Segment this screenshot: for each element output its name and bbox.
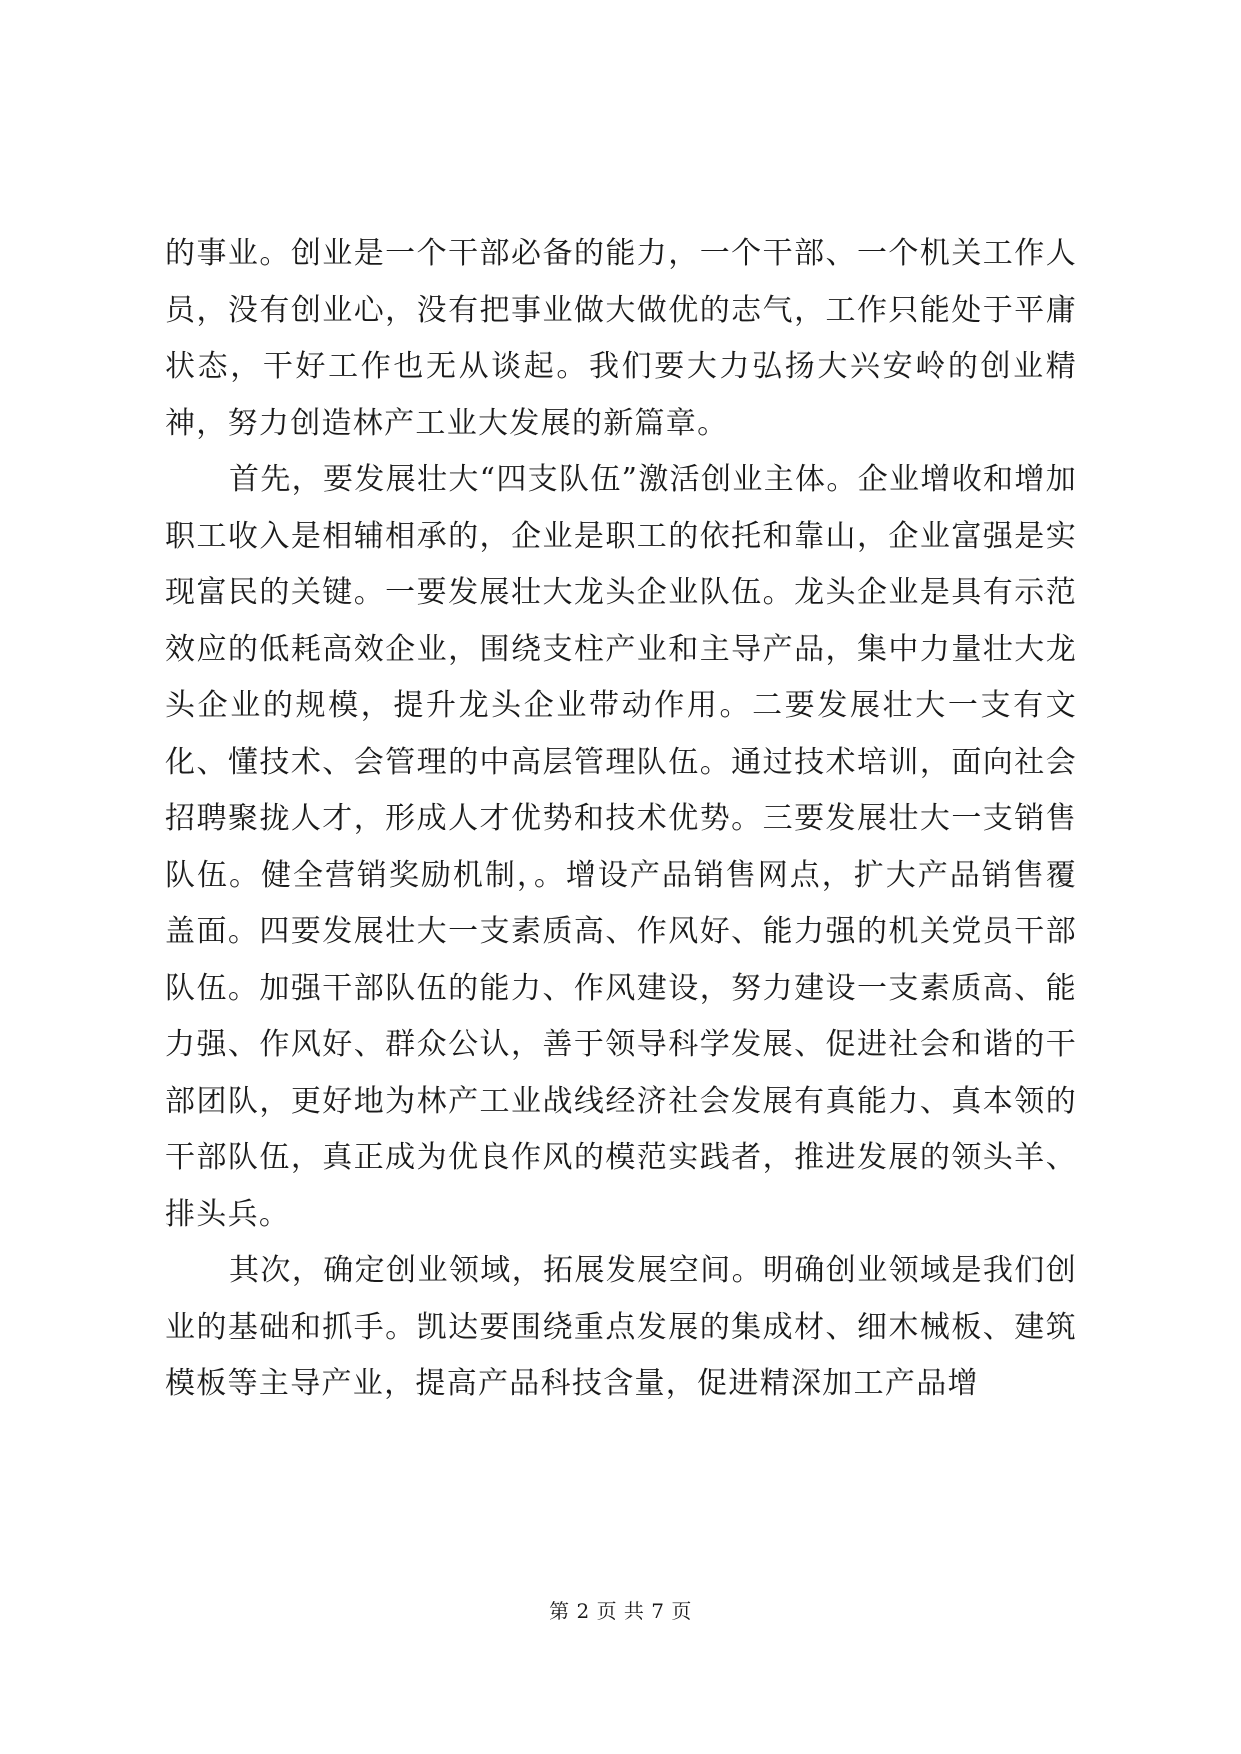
paragraph-first-point: 首先，要发展壮大“四支队伍”激活创业主体。企业增收和增加职工收入是相辅相承的，企业是职工的依托和靠山，企业富强是实现富民的关键。一要发展壮大龙头企业队伍。龙头企业是具有示范效应的低耗高效企业，围绕支柱产业和主导产品，集中力量壮大龙头企业的规模，提升龙头企业带动作用。二要发展壮大一支有文化、懂技术、会管理的中高层管理队伍。通过技术培训，面向社会招聘聚拢人才，形成人才优势和技术优势。三要发展壮大一支销售队伍。健全营销奖励机制，。增设产品销售网点，扩大产品销售覆盖面。四要发展壮大一支素质高、作风好、能力强的机关党员干部队伍。加强干部队伍的能力、作风建设，努力建设一支素质高、能力强、作风好、群众公认，善于领导科学发展、促进社会和谐的干部团队，更好地为林产工业战线经济社会发展有真能力、真本领的干部队伍，真正成为优良作风的模范实践者，推进发展的领头羊、排头兵。 — [165, 462, 1077, 1232]
document-body — [165, 226, 1077, 1413]
paragraph-continuation: 的事业。创业是一个干部必备的能力，一个干部、一个机关工作人员，没有创业心，没有把事业做大做优的志气，工作只能处于平庸状态，干好工作也无从谈起。我们要大力弘扬大兴安岭的创业精神，努力创造林产工业大发展的新篇章。 — [165, 236, 1077, 441]
paragraph-second-point: 其次，确定创业领域，拓展发展空间。明确创业领域是我们创业的基础和抓手。凯达要围绕重点发展的集成材、细木械板、建筑模板等主导产业，提高产品科技含量，促进精深加工产品增 — [165, 1253, 1077, 1401]
page-footer: 第 2 页 共 7 页 — [549, 1599, 692, 1623]
